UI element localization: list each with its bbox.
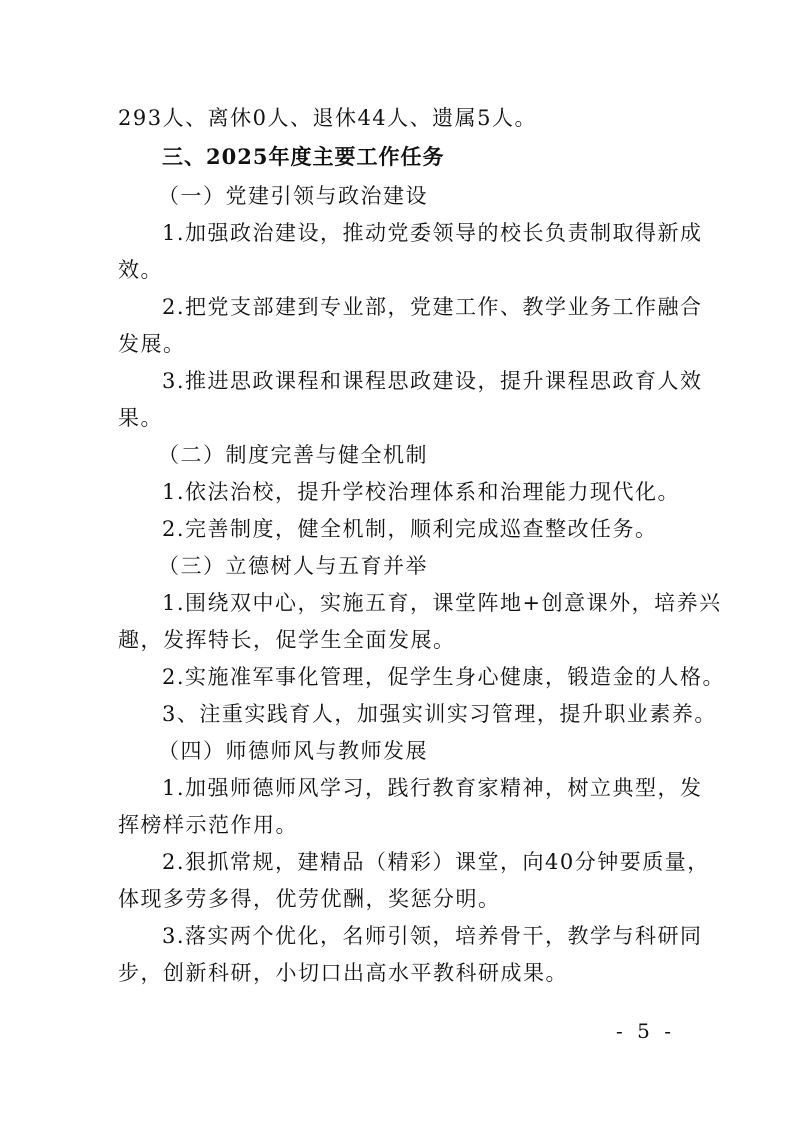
item-3-research-optimization-cont: 步，创新科研，小切口出高水平教科研成果。 xyxy=(118,961,568,985)
item-1-dual-center-cont: 趣，发挥特长，促学生全面发展。 xyxy=(118,628,456,652)
item-3-ideological-courses-cont: 果。 xyxy=(118,406,163,430)
page-number: - 5 - xyxy=(616,1019,675,1043)
item-3-ideological-courses: 3.推进思政课程和课程思政建设，提升课程思政育人效 xyxy=(162,369,703,393)
item-3-research-optimization: 3.落实两个优化，名师引领，培养骨干，教学与科研同 xyxy=(162,924,703,948)
item-2-party-branch: 2.把党支部建到专业部，党建工作、教学业务工作融合 xyxy=(162,295,703,319)
item-1-dual-center: 1.围绕双中心，实施五育，课堂阵地+创意课外，培养兴 xyxy=(162,591,722,615)
section-heading-2025-tasks: 三、2025年度主要工作任务 xyxy=(162,144,445,169)
item-1-political-construction-cont: 效。 xyxy=(118,258,163,282)
subheading-institutional-improvement: （二）制度完善与健全机制 xyxy=(158,443,428,467)
item-1-rule-of-law: 1.依法治校，提升学校治理体系和治理能力现代化。 xyxy=(162,480,681,504)
item-1-political-construction: 1.加强政治建设，推动党委领导的校长负责制取得新成 xyxy=(162,221,703,245)
item-2-quality-classroom-cont: 体现多劳多得，优劳优酬，奖惩分明。 xyxy=(118,887,501,911)
item-1-teacher-ethics-study-cont: 挥榜样示范作用。 xyxy=(118,813,298,837)
item-1-teacher-ethics-study: 1.加强师德师风学习，践行教育家精神，树立典型，发 xyxy=(162,776,703,800)
item-2-improve-systems: 2.完善制度，健全机制，顺利完成巡查整改任务。 xyxy=(162,517,658,541)
item-2-military-management: 2.实施准军事化管理，促学生身心健康，锻造金的人格。 xyxy=(162,665,726,689)
subheading-moral-education: （三）立德树人与五育并举 xyxy=(158,554,428,578)
item-2-party-branch-cont: 发展。 xyxy=(118,332,186,356)
paragraph-staff-count-continuation: 293人、离休0人、退休44人、遗属5人。 xyxy=(118,106,538,130)
subheading-party-building: （一）党建引领与政治建设 xyxy=(158,184,428,208)
subheading-teacher-ethics: （四）师德师风与教师发展 xyxy=(158,739,428,763)
item-2-quality-classroom: 2.狠抓常规，建精品（精彩）课堂，向40分钟要质量， xyxy=(162,850,710,874)
item-3-practical-education: 3、注重实践育人，加强实训实习管理，提升职业素养。 xyxy=(162,702,717,726)
